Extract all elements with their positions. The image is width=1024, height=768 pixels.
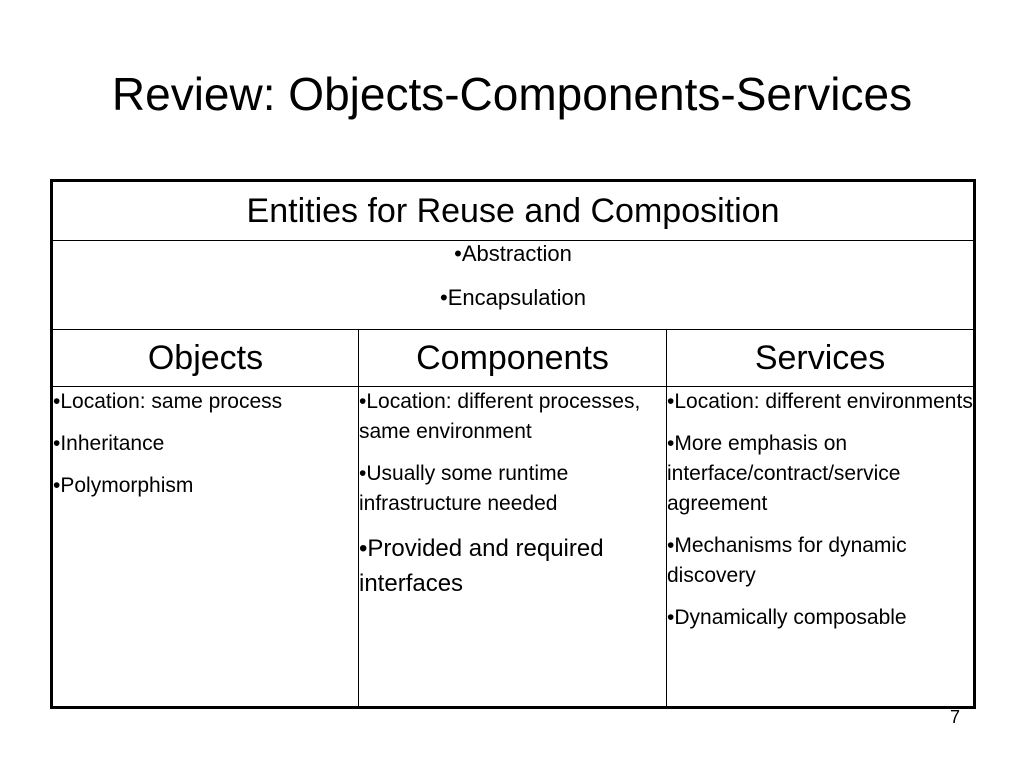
shared-property: •Encapsulation — [440, 285, 586, 310]
table-header-row — [52, 181, 975, 241]
details-row — [52, 387, 975, 708]
services-item: •Mechanisms for dynamic discovery — [667, 534, 907, 587]
services-item: •Dynamically composable — [667, 606, 907, 629]
shared-properties-cell — [52, 241, 975, 330]
services-item: •Location: different environments — [667, 390, 973, 413]
column-name-components: Components — [359, 330, 667, 387]
table-header-cell: Entities for Reuse and Composition — [52, 181, 975, 241]
shared-properties-row — [52, 241, 975, 330]
objects-item: •Location: same process — [53, 390, 283, 413]
objects-item: •Polymorphism — [53, 474, 194, 497]
slide-title: Review: Objects-Components-Services — [111, 68, 913, 120]
components-item: •Provided and required interfaces — [359, 535, 604, 597]
objects-item: •Inheritance — [53, 432, 165, 455]
entities-table — [50, 179, 976, 709]
services-details-cell — [667, 387, 975, 708]
objects-details-cell — [52, 387, 359, 708]
components-item: •Location: different processes, same environment — [359, 390, 641, 443]
shared-property: •Abstraction — [454, 241, 572, 266]
column-name-services: Services — [667, 330, 975, 387]
column-names-row — [52, 330, 975, 387]
components-item: •Usually some runtime infrastructure needed — [359, 462, 569, 515]
services-item: •More emphasis on interface/contract/service agreement — [667, 432, 901, 515]
components-details-cell — [359, 387, 667, 708]
column-name-objects: Objects — [52, 330, 359, 387]
page-number: 7 — [949, 707, 960, 727]
